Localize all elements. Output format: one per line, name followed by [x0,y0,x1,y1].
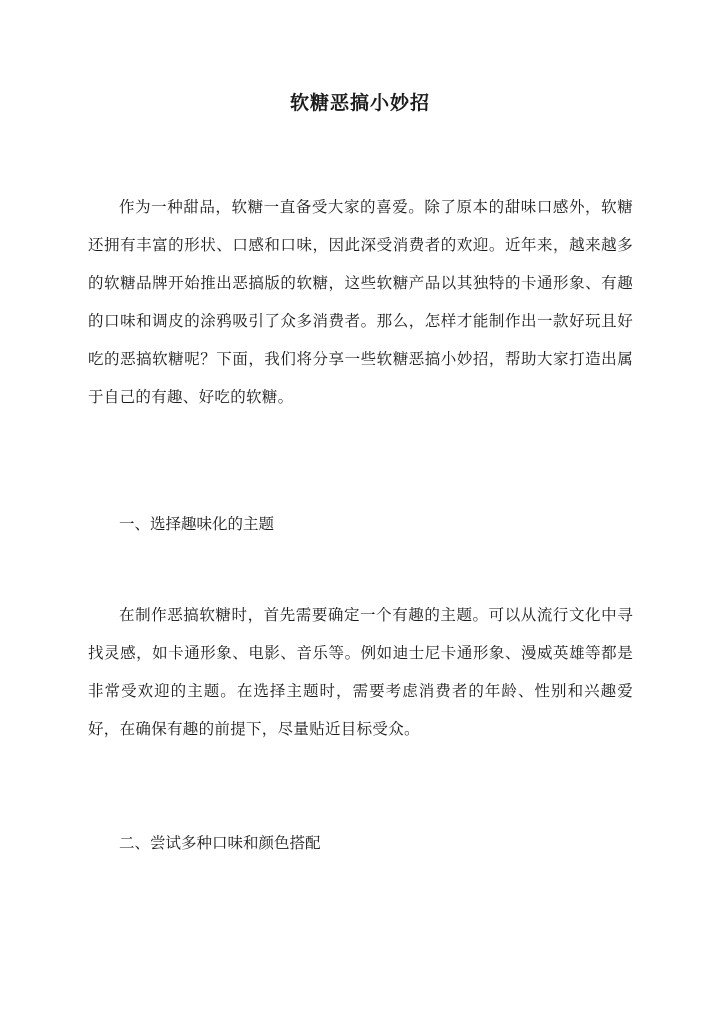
intro-paragraph: 作为一种甜品，软糖一直备受大家的喜爱。除了原本的甜味口感外，软糖还拥有丰富的形状、口感和口味，因此深受消费者的欢迎。近年来，越来越多的软糖品牌开始推出恶搞版的软糖，这些软糖产品以其独特的卡通形象、有趣的口味和调皮的涂鸦吸引了众多消费者。那么，怎样才能制作出一款好玩且好吃的恶搞软糖呢？下面，我们将分享一些软糖恶搞小妙招，帮助大家打造出属于自己的有趣、好吃的软糖。 [88,198,633,406]
section-heading-theme: 一、选择趣味化的主题 [119,515,275,533]
section-heading-flavor: 二、尝试多种口味和颜色搭配 [119,834,321,852]
document-title: 软糖恶搞小妙招 [289,92,430,114]
theme-paragraph: 在制作恶搞软糖时，首先需要确定一个有趣的主题。可以从流行文化中寻找灵感，如卡通形象、电影、音乐等。例如迪士尼卡通形象、漫威英雄等都是非常受欢迎的主题。在选择主题时，需要考虑消费者的年龄、性别和兴趣爱好，在确保有趣的前提下，尽量贴近目标受众。 [88,606,633,738]
